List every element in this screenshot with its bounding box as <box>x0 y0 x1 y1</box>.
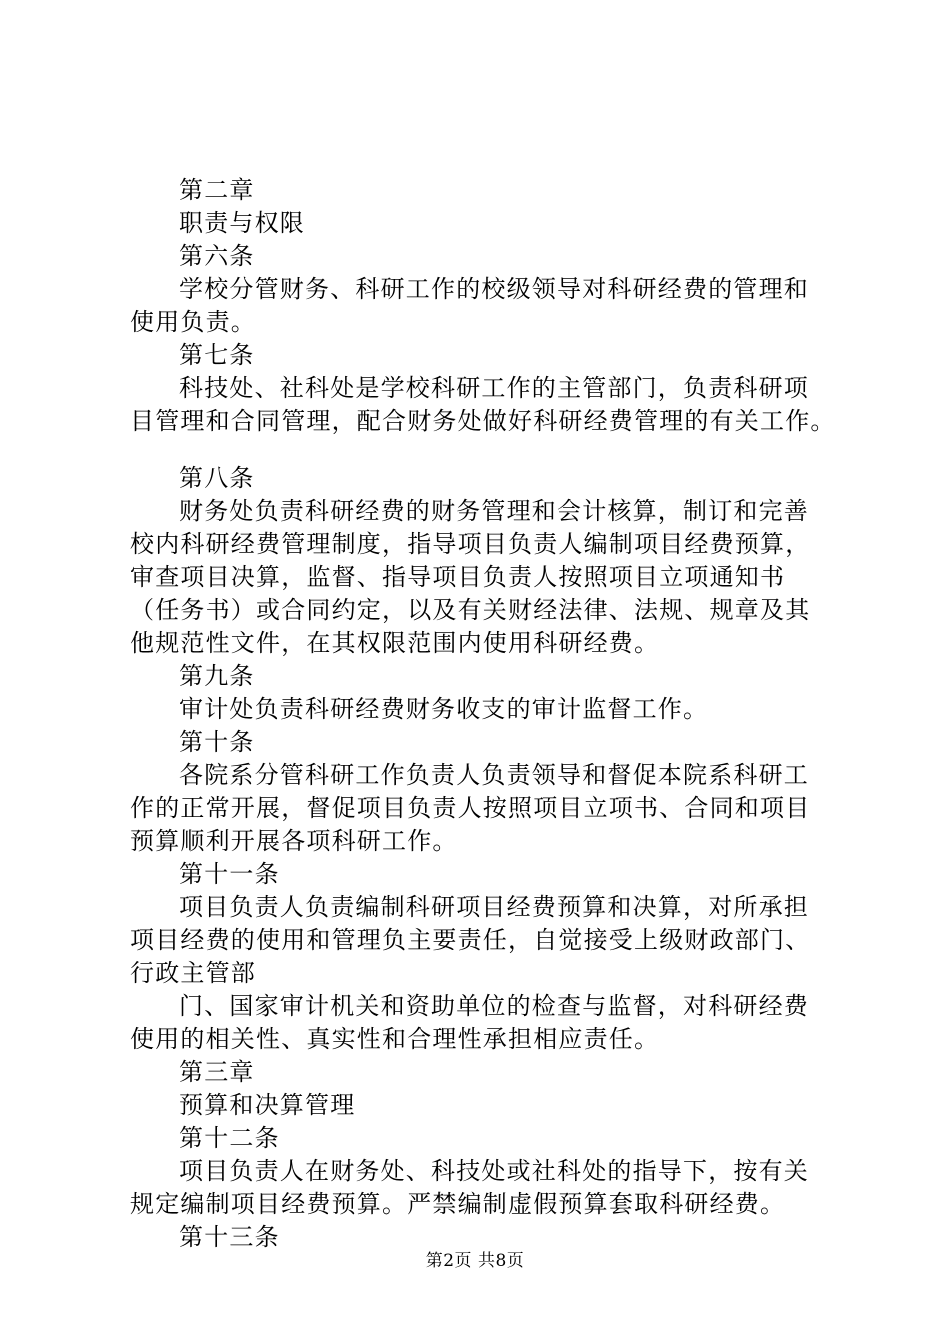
document-body <box>130 174 842 1254</box>
paragraph-line: 项目经费的使用和管理负主要责任，自觉接受上级财政部门、 <box>130 926 811 954</box>
chapter-heading: 第二章 <box>179 176 255 204</box>
paragraph-line: 规定编制项目经费预算。严禁编制虚假预算套取科研经费。 <box>130 1190 786 1218</box>
article-heading: 第九条 <box>179 662 255 690</box>
paragraph-line: 项目负责人负责编制科研项目经费预算和决算，对所承担 <box>179 893 809 921</box>
article-heading: 第八条 <box>179 464 255 492</box>
article-heading: 第十二条 <box>179 1124 280 1152</box>
paragraph-line: 使用的相关性、真实性和合理性承担相应责任。 <box>130 1025 660 1053</box>
paragraph-line: 各院系分管科研工作负责人负责领导和督促本院系科研工 <box>179 761 809 789</box>
article-heading: 第十一条 <box>179 860 280 888</box>
paragraph-line: 预算顺利开展各项科研工作。 <box>130 827 458 855</box>
paragraph-line: 项目负责人在财务处、科技处或社科处的指导下，按有关 <box>179 1157 809 1185</box>
paragraph-line: 使用负责。 <box>130 308 256 336</box>
article-heading: 第七条 <box>179 341 255 369</box>
paragraph-line: 门、国家审计机关和资助单位的检查与监督，对科研经费 <box>179 992 809 1020</box>
paragraph-line: 目管理和合同管理，配合财务处做好科研经费管理的有关工作。 <box>130 407 836 435</box>
paragraph-line: 他规范性文件，在其权限范围内使用科研经费。 <box>130 629 660 657</box>
paragraph-line: 学校分管财务、科研工作的校级领导对科研经费的管理和 <box>179 275 809 303</box>
paragraph-line: 校内科研经费管理制度，指导项目负责人编制项目经费预算， <box>130 530 811 558</box>
article-heading: 第六条 <box>179 242 255 270</box>
chapter-heading: 第三章 <box>179 1058 255 1086</box>
chapter-title: 预算和决算管理 <box>179 1091 356 1119</box>
paragraph-line: 作的正常开展，督促项目负责人按照项目立项书、合同和项目 <box>130 794 811 822</box>
paragraph-line: 科技处、社科处是学校科研工作的主管部门，负责科研项 <box>179 374 809 402</box>
article-heading: 第十条 <box>179 728 255 756</box>
paragraph-line: 行政主管部 <box>130 959 256 987</box>
page-footer <box>0 1246 950 1271</box>
paragraph-line: 审查项目决算，监督、指导项目负责人按照项目立项通知书 <box>130 563 786 591</box>
paragraph-line: （任务书）或合同约定，以及有关财经法律、法规、规章及其 <box>130 596 811 624</box>
page-number: 第2页 共8页 <box>425 1251 525 1271</box>
article-heading: 第十三条 <box>179 1223 280 1251</box>
chapter-title: 职责与权限 <box>179 209 305 237</box>
paragraph-line: 审计处负责科研经费财务收支的审计监督工作。 <box>179 695 709 723</box>
paragraph-line: 财务处负责科研经费的财务管理和会计核算，制订和完善 <box>179 497 809 525</box>
